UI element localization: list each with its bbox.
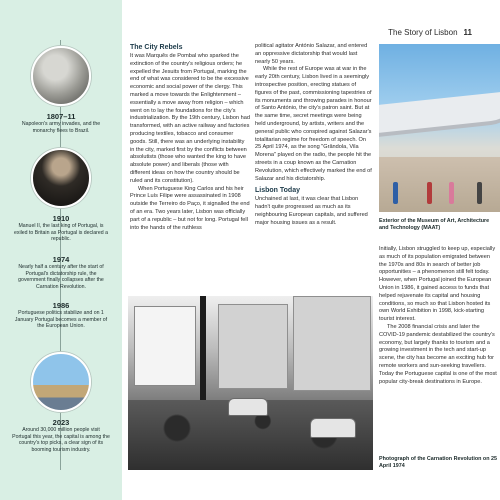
car [228,398,268,416]
timeline-entry-1974 [0,252,122,290]
section-heading-city-rebels: The City Rebels [130,44,183,51]
museum-caption: Exterior of the Museum of Art, Architecture and Technology (MAAT) [379,218,490,231]
timeline-text: Nearly half a century after the start of Portugal's dictatorship rule, the government finally collapses after the Carnation Revolution. [18,264,104,290]
body-paragraph: Unchained at last, it was clear that Lisbon hadn't quite progressed as much as its neighbouring European capitals, and suffered major housing issues as a result. [255,196,368,226]
car [310,418,356,438]
body-paragraph: political agitator António Salazar, and entered an oppressive dictatorship that would last nearly 50 years. [255,43,368,65]
body-paragraph: It was Marquês de Pombal who sparked the extinction of the country's religious orders; he expelled the Jesuits from Portugal, marking the end of what was considered to be the excessive economic and social power of the clergy. This marked a move towards the Enlightenment – essentially a move away from religion – which went on to lay the foundations for the city's industrialization. By the 19th century, Lisbon had transformed, with an active railway and factories producing textiles, tobacco and consumer goods. Still, there was an underlying instability in the city, marked first by the conflicts between absolutists (those who wanted the king to have absolute power) and liberals (those with different ideas on how the country should be ruled and its constitution). [130,53,250,184]
timeline-text: Around 30,000 million people visit Portugal this year, the capital is among the country's top picks, a clear sign of its booming tourism industry. [12,427,110,453]
body-paragraph: When Portuguese King Carlos and his heir Prince Luís Filipe were assassinated in 1908 outside the Terreiro do Paço, it signalled the end of an era. Two years later, Lisbon was officially part of a republic – but not for long. Portugal fell into the hands of the ruthless [130,185,250,231]
carnation-revolution-photo [128,296,373,470]
timeline-text: Portuguese politics stabilize and on 1 January Portugal becomes a member of the European Union. [14,310,108,329]
timeline-year: 1807–11 [46,112,76,121]
belem-tower-photo [31,352,91,412]
ship-illustration [31,46,91,106]
timeline-sidebar [0,0,122,500]
body-paragraph: Initially, Lisbon struggled to keep up, especially as much of its population emigrated between the 1970s and 80s in search of better job opportunities – a phenomenon still felt today. However, when Portugal joined the European Union in 1986, it gained access to funds that helped rejuvenate its capital and housing conditions, so much so that Lisbon hosted its own World Exhibition in 1998, kick-starting tourist interest. [379,246,496,323]
timeline-entry-1986 [0,298,122,330]
timeline-year: 2023 [52,418,70,427]
poster [134,306,196,386]
timeline-entry-2023 [0,352,122,453]
revolution-caption: Photograph of the Carnation Revolution on 25 April 1974 [379,456,497,469]
timeline-year: 1910 [52,214,70,223]
timeline-text: Napoleon's army invades, and the monarchy flees to Brazil. [21,121,101,134]
column-1 [130,43,250,232]
king-portrait [31,148,91,208]
page-number: 11 [463,28,472,37]
running-header [388,28,472,37]
body-paragraph: The 2008 financial crisis and later the COVID-19 pandemic destabilized the country's economy, but largely thanks to tourism and a growing investment in the tech and start-up scene, the city has become an exciting hub for remote workers and sun-seeking travellers. Today the Portuguese capital is one of the most popular city-break destinations in Europe. [379,323,497,385]
museum-roof [379,90,500,134]
column-2 [255,43,373,228]
timeline-text: Manuel II, the last king of Portugal, is exiled to Britain as Portugal is declared a republic. [13,223,108,242]
running-title: The Story of Lisbon [388,28,458,37]
timeline-entry-1807 [0,46,122,134]
maat-museum-photo [379,44,500,212]
column-3 [379,246,497,386]
section-heading-lisbon-today: Lisbon Today [255,187,300,195]
timeline-entry-1910 [0,148,122,243]
timeline-year: 1986 [52,301,70,310]
body-paragraph: While the rest of Europe was at war in the early 20th century, Lisbon lived in a seemingly introspective position, erecting statues of figures of the past, commissioning tapestries of its monuments and throwing parades in honour of Santo António, the city's patron saint. But at the same time, secret meetings were being held underground, by artists, writers and the general public who conspired against Salazar's totalitarian regime for freedom of speech. On 25 April 1974, as the song "Grândola, Vila Morena" played on the radio, the people hit the streets in a coup known as the Carnation Revolution, which effectively marked the end of Salazar and his dictatorship. [255,66,372,182]
timeline-year: 1974 [52,255,70,264]
